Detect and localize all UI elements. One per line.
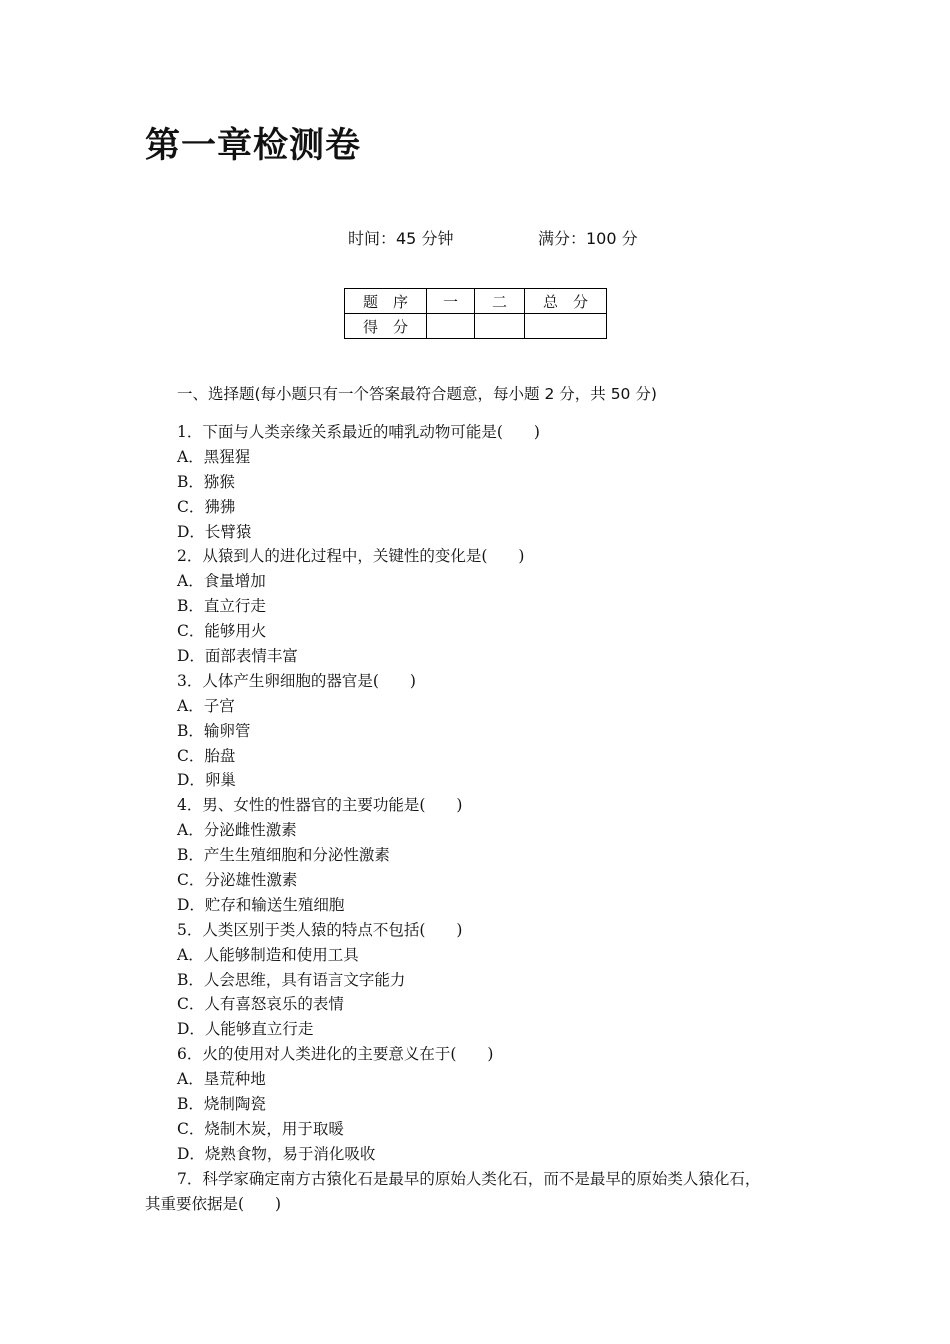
score-table-score-row <box>345 314 607 339</box>
option[interactable]: A．人能够制造和使用工具 <box>177 945 359 964</box>
option[interactable]: B．猕猴 <box>177 472 235 491</box>
score-cell-total[interactable] <box>525 314 607 339</box>
option[interactable]: A．子宫 <box>177 696 235 715</box>
option[interactable]: D．烧熟食物，易于消化吸收 <box>177 1144 376 1163</box>
option[interactable]: D．面部表情丰富 <box>177 647 298 666</box>
option[interactable]: C．人有喜怒哀乐的表情 <box>177 995 344 1014</box>
score-table-header-cell: 总 分 <box>525 289 607 314</box>
score-row-label: 得 分 <box>345 314 427 339</box>
option[interactable]: D．卵巢 <box>177 771 236 790</box>
option[interactable]: C．分泌雄性激素 <box>177 871 298 890</box>
score-table <box>344 288 607 339</box>
question-stem: 3．人体产生卵细胞的器官是( ) <box>177 671 416 690</box>
score-table-header-cell: 二 <box>475 289 525 314</box>
option[interactable]: C．烧制木炭，用于取暖 <box>177 1119 344 1138</box>
section-heading: 一、选择题(每小题只有一个答案最符合题意，每小题 2 分，共 50 分) <box>177 385 657 403</box>
option[interactable]: C．狒狒 <box>177 497 236 516</box>
question-stem-continuation: 其重要依据是( ) <box>145 1194 282 1213</box>
question-stem: 4．男、女性的性器官的主要功能是( ) <box>177 796 463 815</box>
score-table-header-cell: 题 序 <box>345 289 427 314</box>
question-stem: 7．科学家确定南方古猿化石是最早的原始人类化石，而不是最早的原始类人猿化石， <box>177 1169 761 1188</box>
option[interactable]: B．直立行走 <box>177 597 266 616</box>
option[interactable]: B．输卵管 <box>177 721 251 740</box>
option[interactable]: D．人能够直立行走 <box>177 1020 314 1039</box>
score-cell-section-1[interactable] <box>427 314 475 339</box>
question-list <box>145 420 827 1217</box>
question-stem: 1．下面与人类亲缘关系最近的哺乳动物可能是( ) <box>177 423 540 441</box>
question-stem: 2．从猿到人的进化过程中，关键性的变化是( ) <box>177 547 525 566</box>
option[interactable]: D．长臂猿 <box>177 522 252 541</box>
question-stem: 6．火的使用对人类进化的主要意义在于( ) <box>177 1045 494 1064</box>
option[interactable]: C．胎盘 <box>177 746 236 765</box>
option[interactable]: A．食量增加 <box>177 572 266 591</box>
option[interactable]: D．贮存和输送生殖细胞 <box>177 895 345 914</box>
option[interactable]: C．能够用火 <box>177 622 267 641</box>
page-title: 第一章检测卷 <box>145 126 362 166</box>
question-stem: 5．人类区别于类人猿的特点不包括( ) <box>177 920 463 939</box>
score-cell-section-2[interactable] <box>475 314 525 339</box>
full-score: 满分：100 分 <box>538 229 638 248</box>
option[interactable]: B．人会思维，具有语言文字能力 <box>177 970 406 989</box>
option[interactable]: B．烧制陶瓷 <box>177 1095 266 1114</box>
option[interactable]: A．黑猩猩 <box>177 447 251 466</box>
score-table-header-row <box>345 289 607 314</box>
option[interactable]: A．分泌雌性激素 <box>177 821 297 840</box>
option[interactable]: B．产生生殖细胞和分泌性激素 <box>177 846 390 865</box>
option[interactable]: A．垦荒种地 <box>177 1070 266 1089</box>
score-table-header-cell: 一 <box>427 289 475 314</box>
exam-time: 时间：45 分钟 <box>348 229 454 248</box>
